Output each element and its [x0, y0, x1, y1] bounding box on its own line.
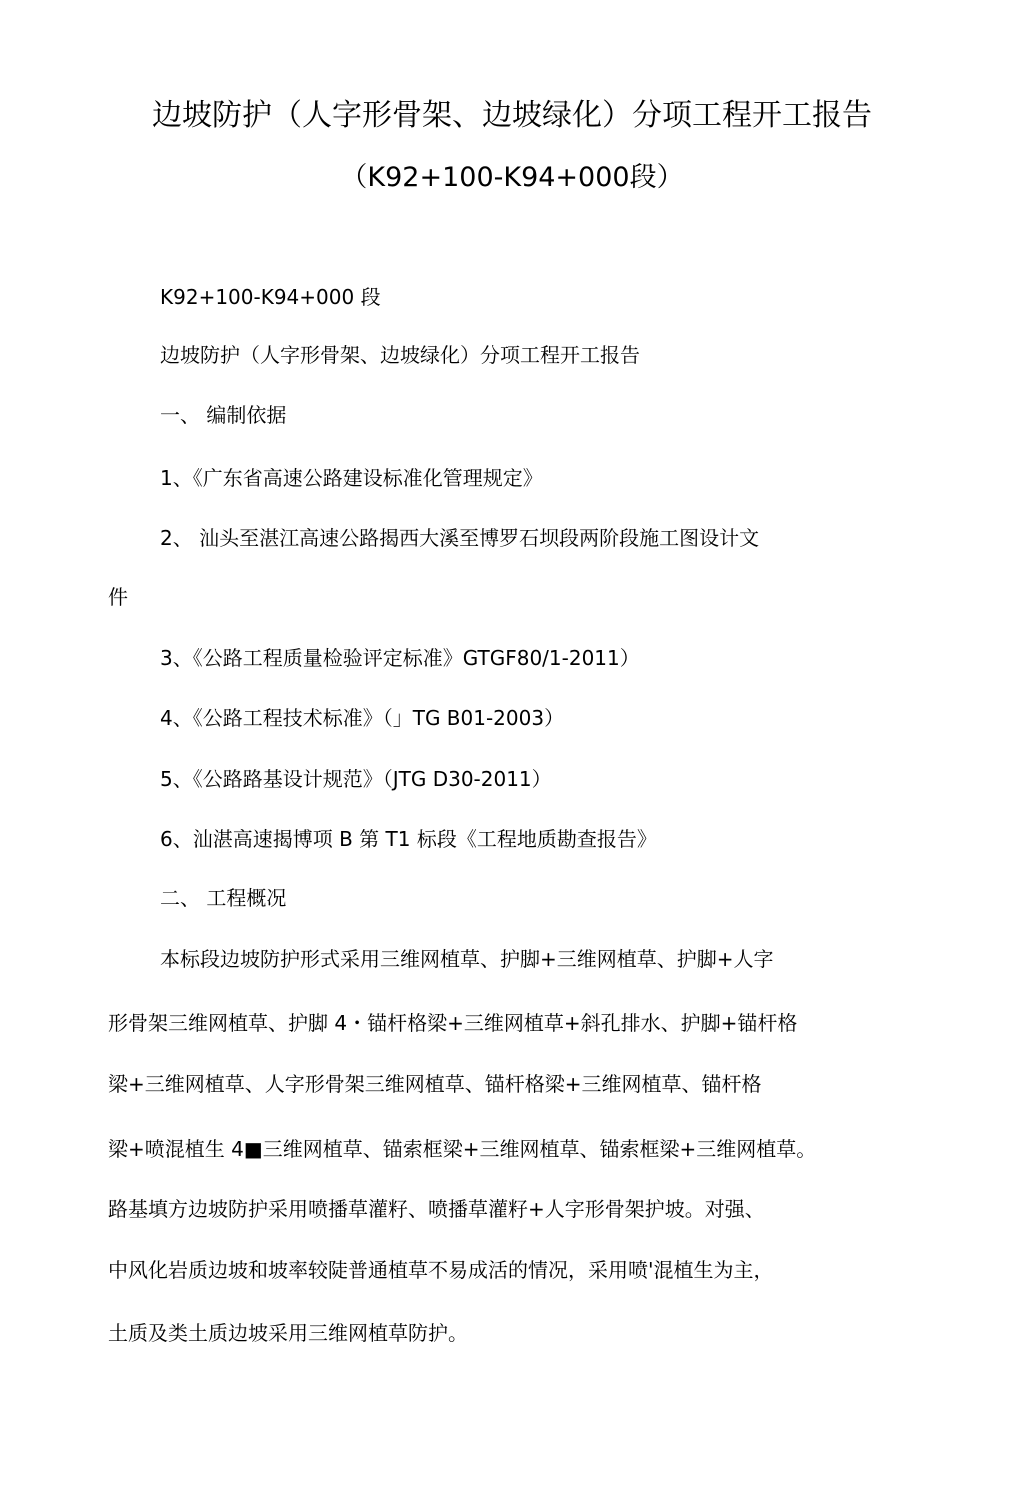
section-label: K92+100-K94+000 段: [160, 285, 381, 309]
basis-item-continuation: 件: [108, 585, 128, 609]
basis-item: 4、《公路工程技术标准》（」TG B01-2003）: [160, 706, 565, 730]
overview-line: 中风化岩质边坡和坡率较陡普通植草不易成活的情况，采用喷'混植生为主，: [108, 1258, 774, 1282]
document-title: 边坡防护（人字形骨架、边坡绿化）分项工程开工报告: [152, 98, 872, 133]
overview-line: 本标段边坡防护形式采用三维网植草、护脚+三维网植草、护脚+人字: [160, 947, 774, 971]
overview-line: 路基填方边坡防护采用喷播草灌籽、喷播草灌籽+人字形骨架护坡。对强、: [108, 1197, 765, 1221]
basis-item: 6、汕湛高速揭博项 B 第 T1 标段《工程地质勘查报告》: [160, 827, 657, 851]
basis-item: 1、《广东省高速公路建设标准化管理规定》: [160, 466, 543, 490]
basis-item: 2、 汕头至湛江高速公路揭西大溪至博罗石坝段两阶段施工图设计文: [160, 526, 760, 550]
overview-line: 形骨架三维网植草、护脚 4・锚杆格梁+三维网植草+斜孔排水、护脚+锚杆格: [108, 1011, 798, 1035]
heading-overview: 二、 工程概况: [160, 886, 287, 910]
report-name: 边坡防护（人字形骨架、边坡绿化）分项工程开工报告: [160, 343, 640, 367]
overview-line: 梁+喷混植生 4■三维网植草、锚索框梁+三维网植草、锚索框梁+三维网植草。: [108, 1137, 817, 1161]
overview-line: 土质及类土质边坡采用三维网植草防护。: [108, 1321, 468, 1345]
basis-item: 3、《公路工程质量检验评定标准》GTGF80/1-2011）: [160, 646, 640, 670]
basis-item: 5、《公路路基设计规范》（JTG D30-2011）: [160, 767, 552, 791]
overview-line: 梁+三维网植草、人字形骨架三维网植草、锚杆格梁+三维网植草、锚杆格: [108, 1072, 762, 1096]
heading-basis: 一、 编制依据: [160, 403, 287, 427]
document-subtitle: （K92+100-K94+000段）: [340, 162, 684, 193]
